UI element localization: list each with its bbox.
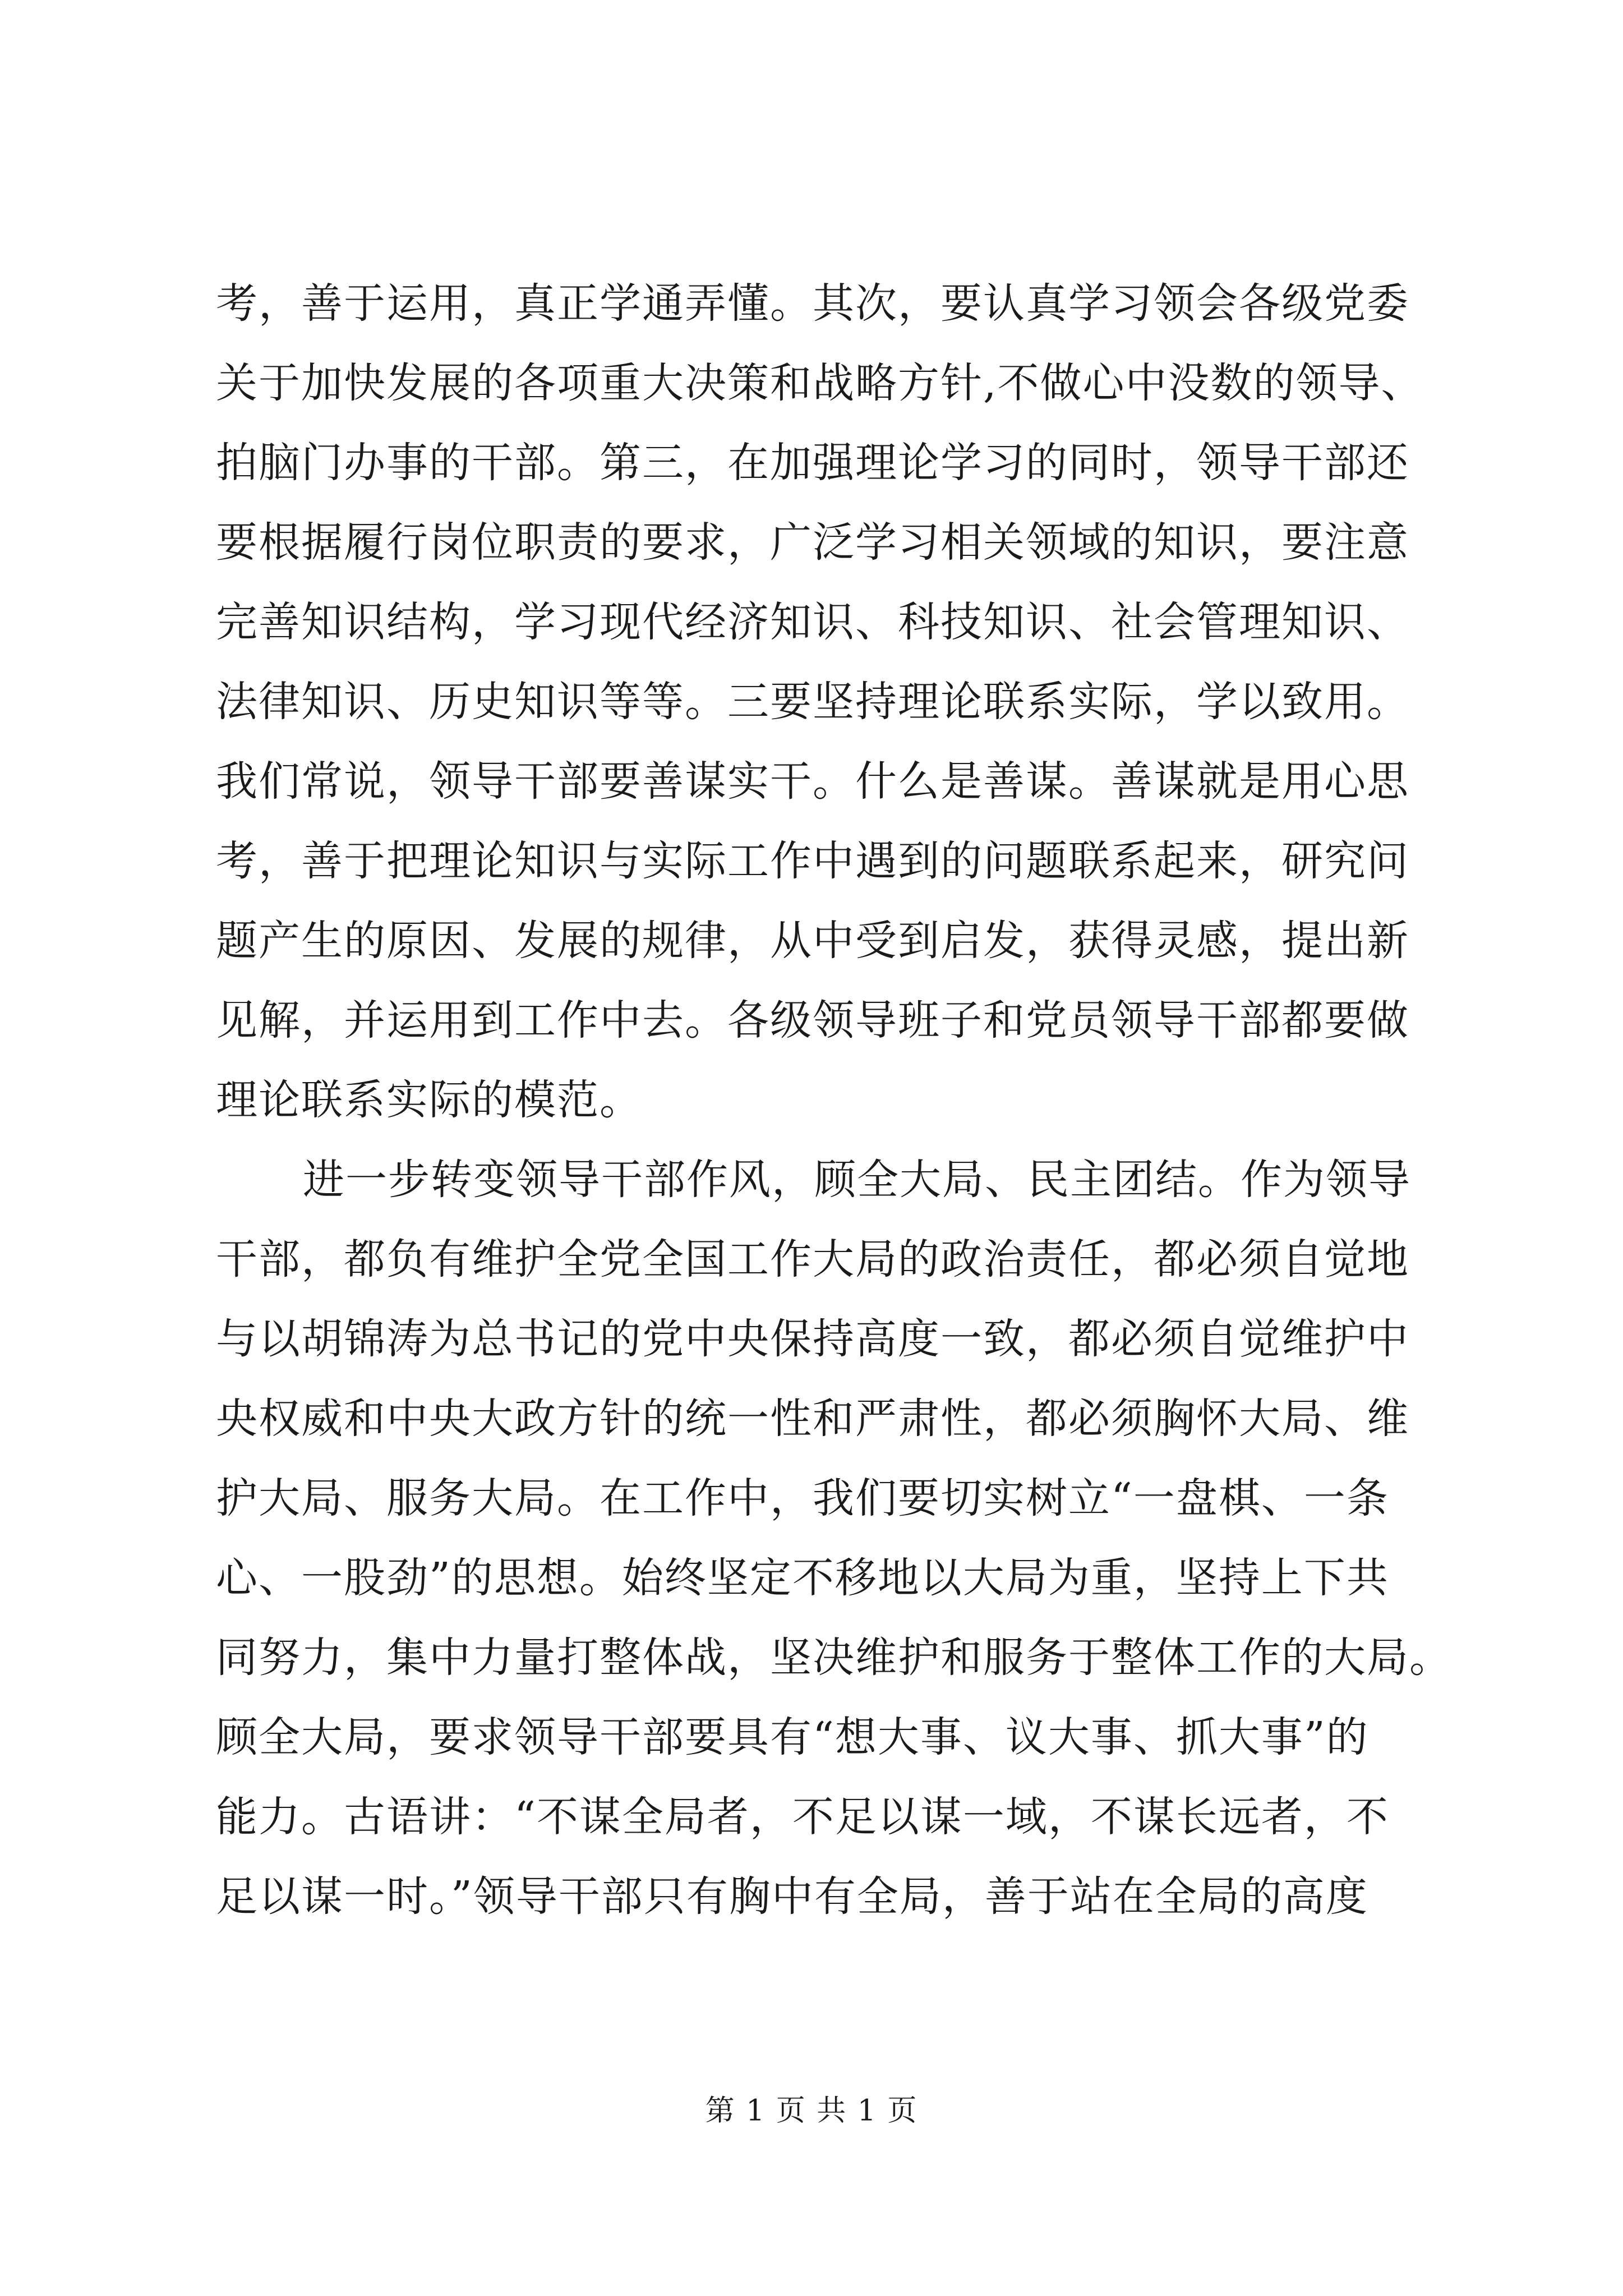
- text-line: 能力。古语讲：“不谋全局者，不足以谋一域，不谋长远者，不: [216, 1793, 1389, 1841]
- page-number-footer: 第 1 页 共 1 页: [705, 2094, 918, 2128]
- text-line: 法律知识、历史知识等等。三要坚持理论联系实际，学以致用。: [216, 678, 1409, 726]
- text-line: 考，善于把理论知识与实际工作中遇到的问题联系起来，研究问: [216, 837, 1409, 885]
- text-line: 要根据履行岗位职责的要求，广泛学习相关领域的知识，要注意: [216, 518, 1409, 567]
- text-line: 心、一股劲”的思想。始终坚定不移地以大局为重，坚持上下共: [216, 1554, 1389, 1602]
- text-line: 护大局、服务大局。在工作中，我们要切实树立“一盘棋、一条: [216, 1474, 1389, 1522]
- text-line: 我们常说，领导干部要善谋实干。什么是善谋。善谋就是用心思: [216, 757, 1409, 806]
- text-line: 拍脑门办事的干部。第三，在加强理论学习的同时，领导干部还: [216, 439, 1409, 487]
- text-line: 央权威和中央大政方针的统一性和严肃性，都必须胸怀大局、维: [216, 1395, 1409, 1443]
- text-line: 干部，都负有维护全党全国工作大局的政治责任，都必须自觉地: [216, 1235, 1409, 1283]
- text-line: 关于加快发展的各项重大决策和战略方针,不做心中没数的领导、: [216, 359, 1424, 407]
- text-line: 见解，并运用到工作中去。各级领导班子和党员领导干部都要做: [216, 996, 1409, 1045]
- text-line: 顾全大局，要求领导干部要具有“想大事、议大事、抓大事”的: [216, 1713, 1369, 1761]
- text-line: 完善知识结构，学习现代经济知识、科技知识、社会管理知识、: [216, 598, 1409, 646]
- text-line: 足以谋一时。”领导干部只有胸中有全局，善于站在全局的高度: [216, 1872, 1368, 1921]
- paragraph-start-line: 进一步转变领导干部作风，顾全大局、民主团结。作为领导: [303, 1156, 1411, 1204]
- text-line: 考，善于运用，真正学通弄懂。其次，要认真学习领会各级党委: [216, 279, 1409, 328]
- text-line: 题产生的原因、发展的规律，从中受到启发，获得灵感，提出新: [216, 917, 1409, 965]
- text-line: 理论联系实际的模范。: [216, 1076, 642, 1124]
- text-line: 同努力，集中力量打整体战，坚决维护和服务于整体工作的大局。: [216, 1634, 1452, 1682]
- document-body: [216, 264, 1506, 1936]
- text-line: 与以胡锦涛为总书记的党中央保持高度一致，都必须自觉维护中: [216, 1315, 1409, 1363]
